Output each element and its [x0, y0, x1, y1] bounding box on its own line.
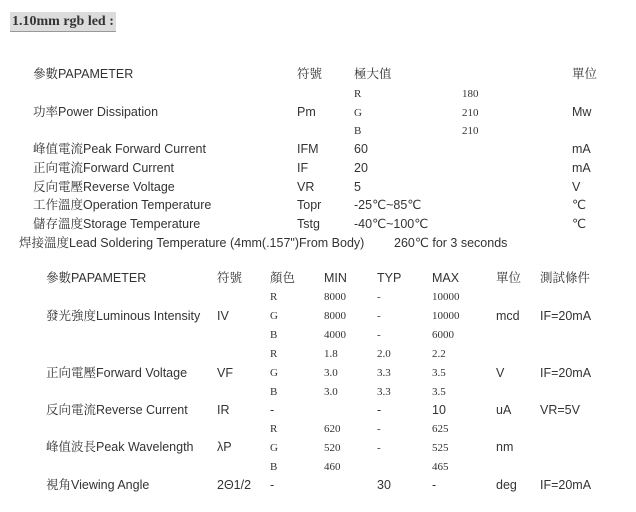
page-title: 1.10mm rgb led : — [10, 12, 116, 32]
cell-typ: - — [377, 442, 381, 454]
intensity-unit: mcd — [496, 309, 520, 323]
cell-min: 620 — [324, 423, 341, 435]
cell-min: 3.0 — [324, 386, 338, 398]
voltage-condition: IF=20mA — [540, 366, 592, 380]
viewing-unit: deg — [496, 478, 517, 492]
wavelength-unit: nm — [496, 440, 514, 454]
header-max: MAX — [432, 271, 460, 285]
row-unit: mA — [572, 161, 591, 175]
cell-typ: 3.3 — [377, 367, 391, 379]
viewing-symbol: 2Θ1/2 — [217, 478, 252, 492]
header-min: MIN — [324, 271, 347, 285]
cell-color: G — [270, 310, 278, 322]
voltage-symbol: VF — [217, 366, 233, 380]
cell-color: B — [270, 461, 278, 473]
reverse-symbol: IR — [217, 403, 230, 417]
power-value-g: 210 — [462, 107, 479, 119]
power-color-b: B — [354, 125, 362, 137]
row-label: 峰值電流Peak Forward Current — [33, 142, 206, 156]
cell-max: 3.5 — [432, 386, 446, 398]
cell-min: 8000 — [324, 291, 346, 303]
header-param: 參數PAPAMETER — [46, 271, 147, 285]
viewing-max: - — [432, 478, 437, 492]
row-value: -40℃~100℃ — [354, 217, 429, 231]
cell-max: 2.2 — [432, 348, 446, 360]
cell-min: 520 — [324, 442, 341, 454]
header-unit: 單位 — [496, 271, 522, 285]
voltage-label: 正向電壓Forward Voltage — [46, 366, 188, 380]
cell-max: 10000 — [432, 310, 460, 322]
row-symbol: IF — [297, 161, 309, 175]
reverse-max: 10 — [432, 403, 446, 417]
cell-min: 1.8 — [324, 348, 338, 360]
reverse-color: - — [270, 403, 275, 417]
reverse-condition: VR=5V — [540, 403, 580, 417]
cell-typ: - — [377, 329, 381, 341]
viewing-condition: IF=20mA — [540, 478, 592, 492]
cell-color: G — [270, 367, 278, 379]
cell-max: 465 — [432, 461, 449, 473]
cell-min: 460 — [324, 461, 341, 473]
power-symbol: Pm — [297, 105, 316, 119]
wavelength-label: 峰值波長Peak Wavelength — [46, 440, 194, 454]
cell-color: R — [270, 348, 278, 360]
soldering-value: 260℃ for 3 seconds — [394, 236, 508, 250]
cell-min: 4000 — [324, 329, 346, 341]
row-value: 5 — [354, 180, 361, 194]
cell-typ: - — [377, 291, 381, 303]
header-max: 極大值 — [354, 67, 392, 81]
header-param: 參數PAPAMETER — [33, 67, 134, 81]
row-symbol: Tstg — [297, 217, 320, 231]
cell-color: B — [270, 386, 278, 398]
viewing-color: - — [270, 478, 275, 492]
row-unit: V — [572, 180, 581, 194]
intensity-label: 發光強度Luminous Intensity — [46, 309, 201, 323]
cell-max: 3.5 — [432, 367, 446, 379]
cell-typ: - — [377, 423, 381, 435]
soldering-label: 焊接溫度Lead Soldering Temperature (4mm(.157")From Body) — [19, 236, 365, 250]
cell-color: R — [270, 423, 278, 435]
cell-min: 8000 — [324, 310, 346, 322]
power-value-b: 210 — [462, 125, 479, 137]
power-color-r: R — [354, 88, 362, 100]
header-condition: 測試條件 — [540, 271, 591, 285]
reverse-label: 反向電流Reverse Current — [46, 403, 188, 417]
row-label: 反向電壓Reverse Voltage — [33, 180, 175, 194]
cell-typ: - — [377, 310, 381, 322]
power-unit: Mw — [572, 105, 592, 119]
cell-color: R — [270, 291, 278, 303]
voltage-unit: V — [496, 366, 505, 380]
cell-typ: 2.0 — [377, 348, 391, 360]
header-typ: TYP — [377, 271, 402, 285]
wavelength-symbol: λP — [217, 440, 232, 454]
cell-max: 525 — [432, 442, 449, 454]
row-value: -25℃~85℃ — [354, 198, 422, 212]
row-symbol: VR — [297, 180, 315, 194]
cell-max: 625 — [432, 423, 449, 435]
cell-max: 6000 — [432, 329, 454, 341]
row-unit: ℃ — [572, 217, 587, 231]
row-value: 60 — [354, 142, 368, 156]
row-label: 工作溫度Operation Temperature — [33, 198, 212, 212]
cell-color: G — [270, 442, 278, 454]
header-unit: 單位 — [572, 67, 598, 81]
header-color: 顏色 — [270, 271, 296, 285]
intensity-symbol: IV — [217, 309, 229, 323]
row-symbol: IFM — [297, 142, 319, 156]
cell-min: 3.0 — [324, 367, 338, 379]
header-symbol: 符號 — [297, 67, 323, 81]
power-label: 功率Power Dissipation — [33, 105, 159, 119]
cell-max: 10000 — [432, 291, 460, 303]
row-unit: ℃ — [572, 198, 587, 212]
row-symbol: Topr — [297, 198, 322, 212]
intensity-condition: IF=20mA — [540, 309, 592, 323]
power-color-g: G — [354, 107, 362, 119]
cell-typ: 3.3 — [377, 386, 391, 398]
reverse-typ: - — [377, 403, 382, 417]
power-value-r: 180 — [462, 88, 479, 100]
row-unit: mA — [572, 142, 591, 156]
viewing-typ: 30 — [377, 478, 391, 492]
viewing-label: 視角Viewing Angle — [46, 478, 150, 492]
row-label: 儲存溫度Storage Temperature — [33, 217, 201, 231]
cell-color: B — [270, 329, 278, 341]
header-symbol: 符號 — [217, 271, 243, 285]
row-label: 正向電流Forward Current — [33, 161, 174, 175]
row-value: 20 — [354, 161, 368, 175]
reverse-unit: uA — [496, 403, 512, 417]
